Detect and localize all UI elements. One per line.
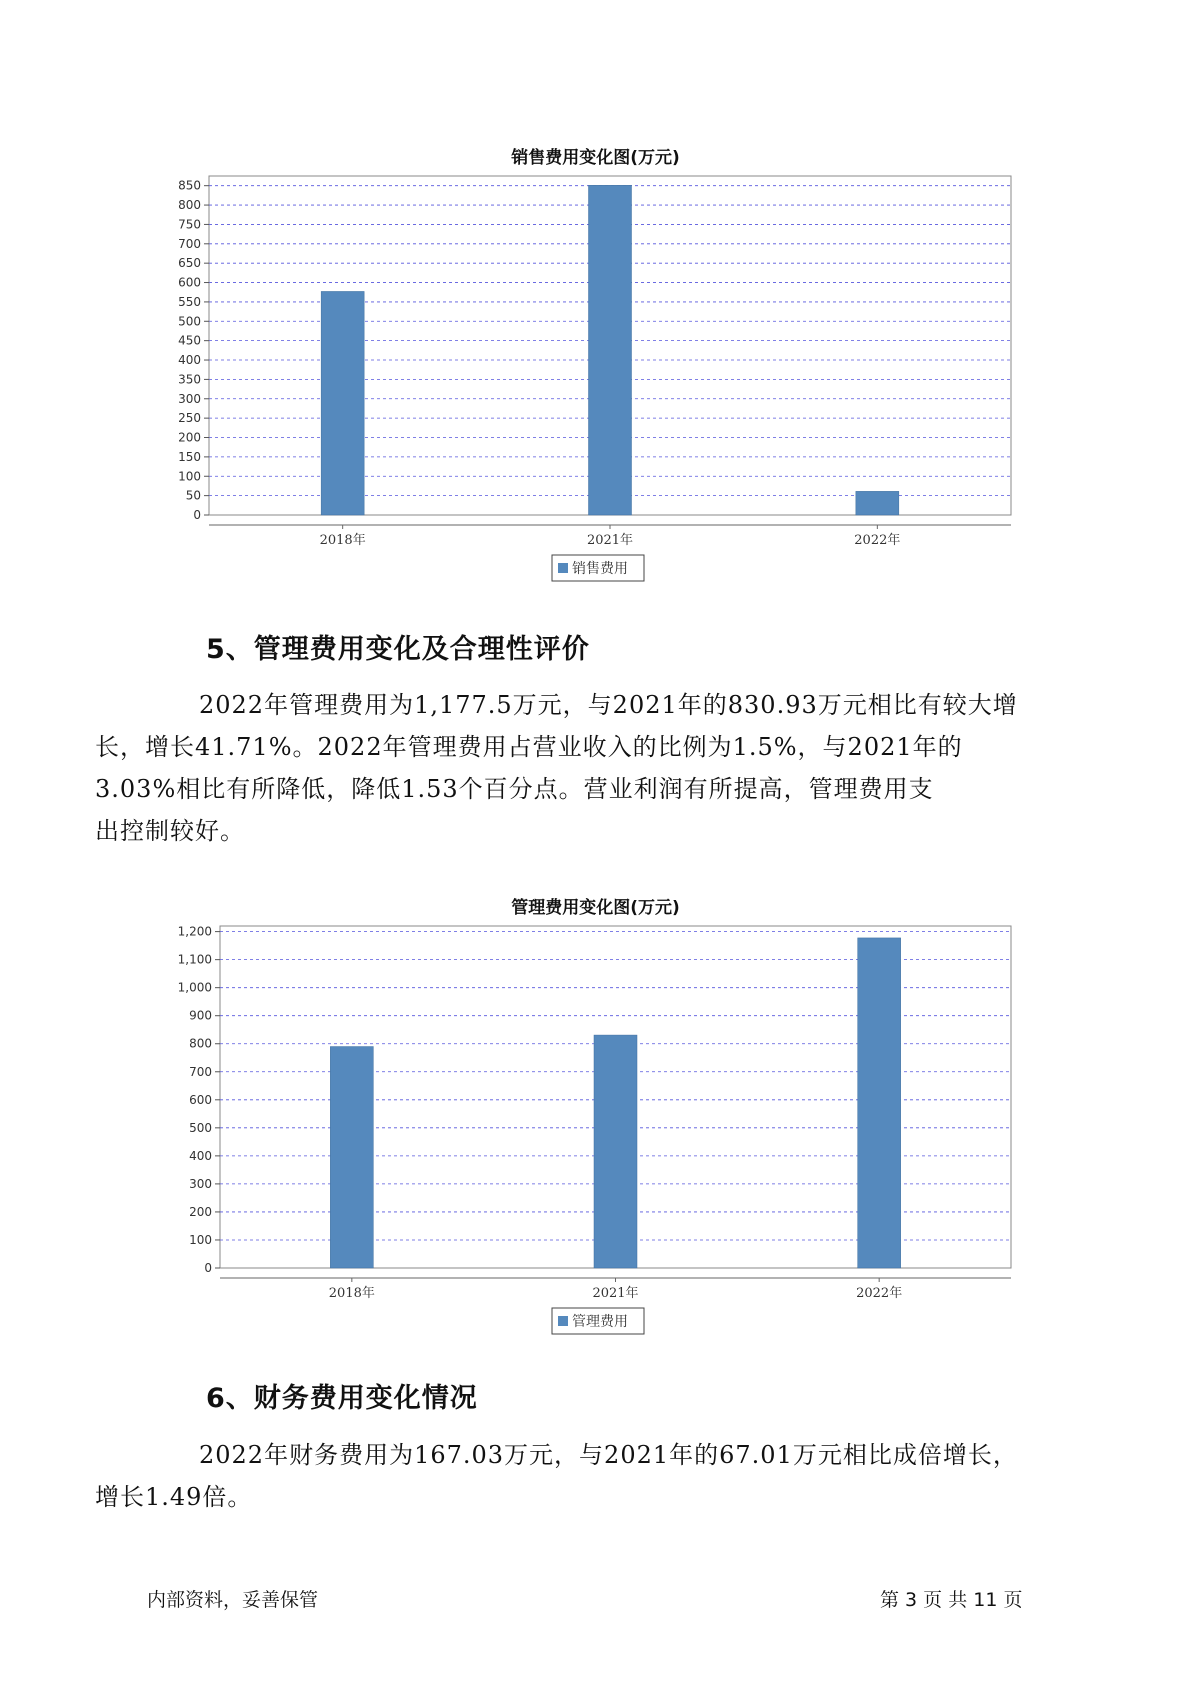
admin-chart: [0, 910, 1191, 1340]
bar: [330, 1047, 373, 1268]
y-tick-label: 900: [189, 1008, 212, 1023]
y-tick-label: 150: [178, 449, 201, 464]
y-tick-label: 0: [193, 508, 201, 522]
bar: [594, 1035, 637, 1268]
y-tick-label: 50: [185, 488, 201, 503]
paragraph-line: 3.03%相比有所降低，降低1.53个百分点。营业利润有所提高，管理费用支: [95, 775, 934, 803]
admin-chart-title: 管理费用变化图(万元): [511, 898, 680, 918]
footer-confidential: 内部资料，妥善保管: [147, 1589, 319, 1611]
y-tick-label: 350: [178, 372, 201, 387]
x-tick-label: 2021年: [586, 533, 634, 548]
section5-paragraph: [95, 684, 1047, 852]
footer-page-number: 第 3 页 共 11 页: [880, 1589, 1023, 1611]
legend-swatch: [558, 563, 568, 573]
paragraph-line: 增长1.49倍。: [95, 1483, 253, 1511]
x-tick-label: 2018年: [328, 1286, 375, 1301]
x-tick-label: 2022年: [854, 533, 901, 548]
legend-label: 管理费用: [572, 1314, 628, 1330]
y-tick-label: 400: [178, 353, 201, 368]
x-tick-label: 2021年: [592, 1286, 639, 1301]
paragraph-line: 2022年管理费用为1,177.5万元，与2021年的830.93万元相比有较大增: [199, 691, 1018, 719]
y-tick-label: 200: [178, 430, 201, 445]
bar: [856, 491, 899, 515]
x-tick-label: 2022年: [856, 1286, 903, 1301]
legend-label: 销售费用: [572, 561, 628, 577]
y-tick-label: 0: [204, 1261, 212, 1275]
bar: [589, 185, 632, 515]
y-tick-label: 300: [189, 1176, 212, 1191]
y-tick-label: 700: [178, 236, 201, 251]
y-tick-label: 250: [178, 411, 201, 426]
y-tick-label: 400: [189, 1148, 212, 1163]
y-tick-label: 550: [178, 294, 201, 309]
bar: [321, 291, 364, 515]
y-tick-label: 450: [178, 333, 201, 348]
y-tick-label: 850: [178, 178, 201, 193]
y-tick-label: 600: [178, 275, 201, 290]
section6-heading: 6、财务费用变化情况: [206, 1383, 478, 1414]
sales-chart-title: 销售费用变化图(万元): [511, 148, 680, 168]
y-tick-label: 100: [178, 469, 201, 484]
y-tick-label: 1,200: [177, 924, 212, 939]
paragraph-line: 2022年财务费用为167.03万元，与2021年的67.01万元相比成倍增长，: [199, 1441, 1018, 1469]
y-tick-label: 800: [178, 198, 201, 213]
bar: [858, 938, 901, 1268]
y-tick-label: 800: [189, 1036, 212, 1051]
section5-heading: 5、管理费用变化及合理性评价: [206, 634, 590, 665]
y-tick-label: 1,100: [177, 952, 212, 967]
y-tick-label: 100: [189, 1232, 212, 1247]
y-tick-label: 500: [178, 314, 201, 329]
y-tick-label: 1,000: [177, 980, 212, 995]
y-tick-label: 300: [178, 391, 201, 406]
legend-swatch: [558, 1316, 568, 1326]
paragraph-line: 出控制较好。: [95, 817, 245, 845]
paragraph-line: 长，增长41.71%。2022年管理费用占营业收入的比例为1.5%，与2021年的: [95, 733, 963, 761]
y-tick-label: 650: [178, 256, 201, 271]
sales-chart: [0, 160, 1191, 590]
section6-paragraph: [95, 1434, 1047, 1518]
y-tick-label: 700: [189, 1064, 212, 1079]
y-tick-label: 500: [189, 1120, 212, 1135]
y-tick-label: 200: [189, 1204, 212, 1219]
y-tick-label: 600: [189, 1092, 212, 1107]
x-tick-label: 2018年: [319, 533, 366, 548]
y-tick-label: 750: [178, 217, 201, 232]
